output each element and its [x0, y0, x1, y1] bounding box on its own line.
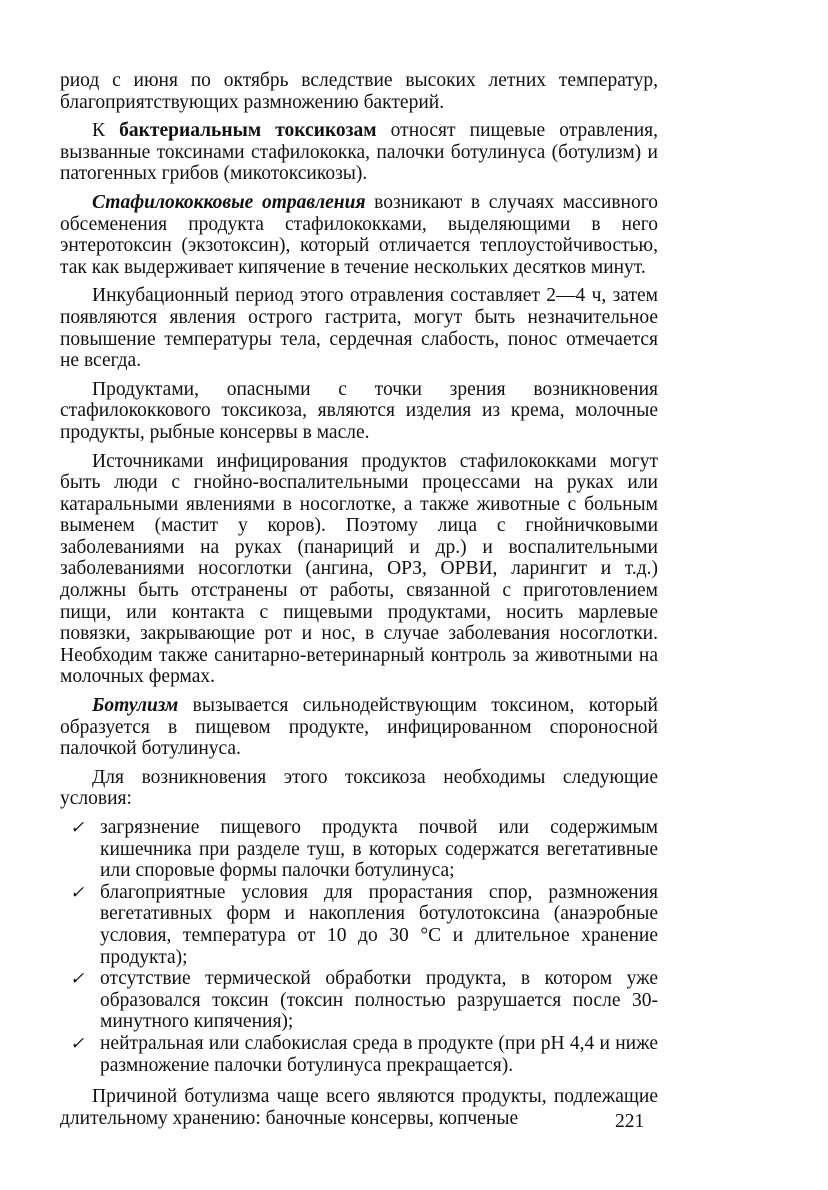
checkmark-icon: ✓ — [70, 1033, 85, 1053]
checkmark-icon: ✓ — [70, 969, 85, 989]
list-item-text: отсутствие термической обработки продукта, в котором уже образовался токсин (токсин полностью разрушается после 30-минутного кипячения); — [100, 968, 658, 1033]
term-botulism: Ботулизм — [92, 695, 179, 717]
page-number: 221 — [615, 1111, 645, 1132]
checkmark-icon: ✓ — [70, 818, 85, 837]
paragraph-continuation: риод с июня по октябрь вследствие высоких летних температур, благоприятствующих размножению бактерий. — [60, 70, 658, 113]
paragraph-botulism-causes: Причиной ботулизма чаще всего являются продукты, подлежащие длительному хранению: баночные консервы, копченые — [60, 1086, 658, 1129]
term-staphylococcal-poisoning: Стафилококковые отравления — [92, 191, 366, 213]
paragraph-dangerous-products: Продуктами, опасными с точки зрения возникновения стафилококкового токсикоза, являются изделия из крема, молочные продукты, рыбные консервы в масле. — [60, 378, 658, 443]
list-item-text: благоприятные условия для прорастания спор, размножения вегетативных форм и накопления ботулотоксина (анаэробные условия, температура от 10 до 30 °С и длительное хранение продукта); — [100, 881, 658, 968]
checkmark-icon: ✓ — [70, 882, 85, 902]
list-item — [70, 817, 658, 882]
list-item-text: загрязнение пищевого продукта почвой или содержимым кишечника при разделе туш, в которых содержатся вегетативные или споровые формы палочки ботулинуса; — [100, 817, 658, 882]
paragraph-incubation: Инкубационный период этого отравления составляет 2—4 ч, затем появляются явления острого гастрита, могут быть незначительное повышение температуры тела, сердечная слабость, понос отмечается не всегда. — [60, 285, 658, 372]
paragraph-conditions-intro: Для возникновения этого токсикоза необходимы следующие условия: — [60, 766, 658, 810]
paragraph-infection-sources: Источниками инфицирования продуктов стафилококками могут быть люди с гнойно-воспалительными процессами на руках или катаральными явлениями в носоглотке, а также животные с больным выменем (мастит у коров). Поэтому лица с гнойничковыми заболеваниями на руках (панариций и др.) и воспалительными заболеваниями носоглотки (ангина, ОРЗ, ОРВИ, ларингит и т.д.) должны быть отстранены от работы, связанной с приготовлением пищи, или контакта с пищевыми продуктами, носить марлевые повязки, закрывающие рот и нос, в случае заболевания носоглотки. Необходим также санитарно-ветеринарный контроль за животными на молочных фермах. — [60, 450, 658, 688]
list-item — [70, 881, 658, 968]
paragraph-bacterial-toxicoses — [60, 120, 658, 185]
list-item — [70, 1032, 658, 1076]
paragraph-text: вызывается сильнодействующим токсином, который образуется в пищевом продукте, инфицированном спороносной палочкой ботулинуса. — [60, 695, 658, 760]
paragraph-botulism — [60, 695, 658, 760]
conditions-list — [60, 817, 658, 1076]
list-item-text: нейтральная или слабокислая среда в продукте (при рН 4,4 и ниже размножение палочки ботулинуса прекращается). — [100, 1032, 658, 1076]
text-prefix: К — [92, 120, 120, 142]
list-item — [70, 968, 658, 1033]
paragraph-text: возникают в случаях массивного обсеменения продукта стафилококками, выделяющими в него энтеротоксин (экзотоксин), который отличается теплоустойчивостью, так как выдерживает кипячение в течение нескольких десятков минут. — [60, 191, 658, 278]
paragraph-staphylococcal — [60, 192, 658, 278]
paragraph-text: относят пищевые отравления, вызванные токсинами стафилококка, палочки ботулинуса (ботулизм) и патогенных грибов (микотоксикозы). — [60, 120, 658, 185]
term-bacterial-toxicoses: бактериальным токсикозам — [119, 120, 377, 142]
